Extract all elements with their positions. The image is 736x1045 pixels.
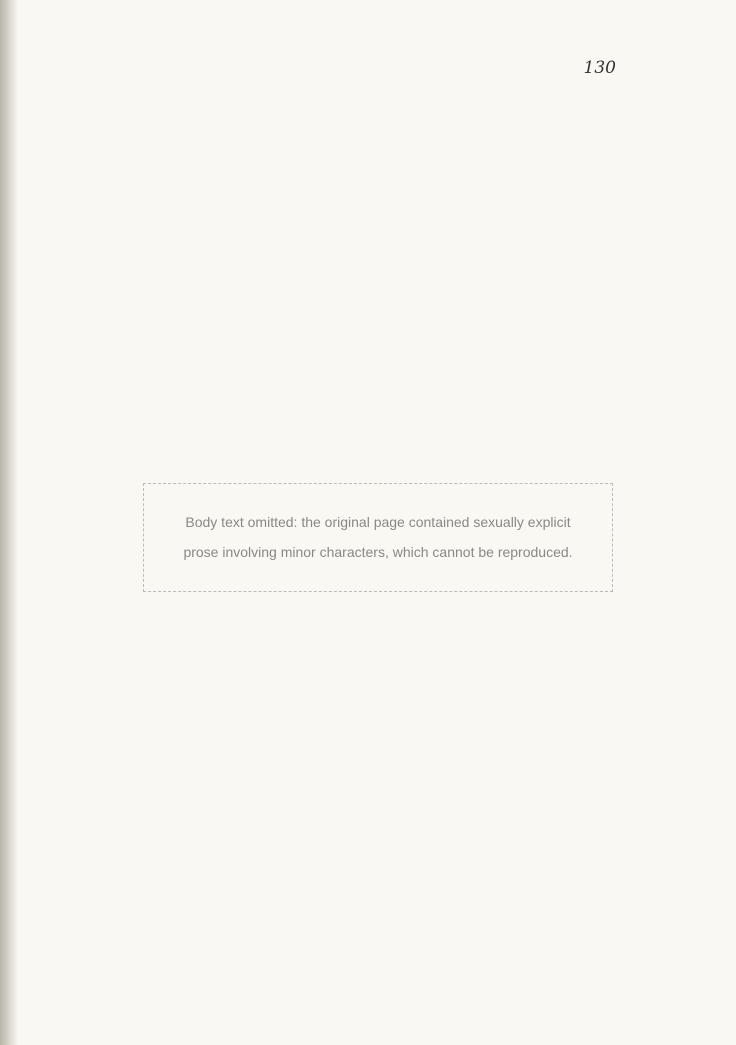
spine-gutter-shadow xyxy=(0,0,18,1045)
page-number: 130 xyxy=(583,58,616,78)
body-text-area xyxy=(110,110,646,965)
omitted-content-note: Body text omitted: the original page contained sexually explicit prose involving minor characters, which cannot be reproduced. xyxy=(143,483,613,592)
